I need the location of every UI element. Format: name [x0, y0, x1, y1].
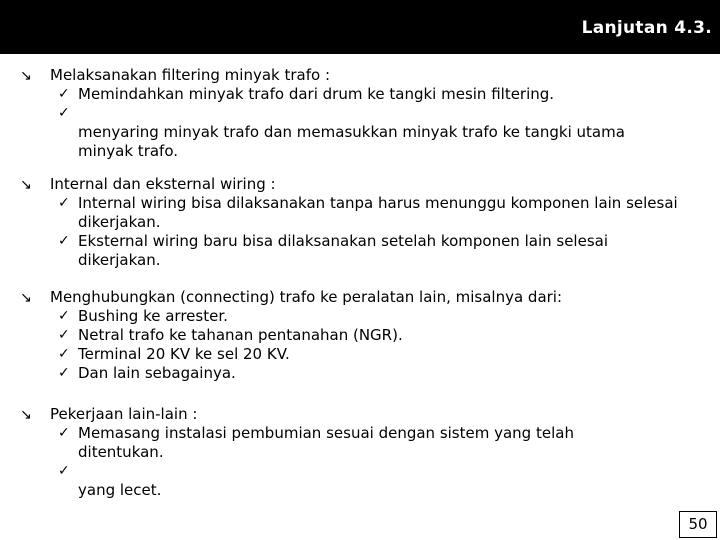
list-item — [50, 462, 720, 481]
check-icon: ✓ — [58, 86, 70, 102]
check-icon: ✓ — [58, 105, 70, 121]
check-icon: ✓ — [58, 346, 70, 362]
list-item-text: Netral trafo ke tahanan pentanahan (NGR). — [78, 326, 403, 344]
list-item — [50, 364, 720, 383]
check-icon: ✓ — [58, 195, 70, 211]
section-heading: Menghubungkan (connecting) trafo ke peralatan lain, misalnya dari: — [50, 288, 563, 306]
section-connecting — [0, 288, 720, 383]
list-item-text: Memasang instalasi pembumian sesuai dengan sistem yang telah ditentukan. — [78, 424, 574, 461]
check-icon: ✓ — [58, 463, 70, 479]
list-item — [50, 345, 720, 364]
list-item-text: Internal wiring bisa dilaksanakan tanpa harus menunggu komponen lain selesai dikerjakan. — [78, 194, 678, 231]
section-filtering — [0, 66, 720, 161]
section-heading: Melaksanakan filtering minyak trafo : — [50, 66, 330, 84]
list-item-text: Eksternal wiring baru bisa dilaksanakan setelah komponen lain selesai dikerjakan. — [78, 232, 608, 269]
slide-content — [0, 66, 720, 514]
list-item-text: Terminal 20 KV ke sel 20 KV. — [78, 345, 290, 363]
section-heading: Internal dan eksternal wiring : — [50, 175, 276, 193]
list-item-text: Dan lain sebagainya. — [78, 364, 236, 382]
list-item — [50, 104, 720, 123]
check-icon: ✓ — [58, 365, 70, 381]
list-item — [50, 85, 720, 104]
arrow-pencil-icon: ↘ — [20, 177, 32, 193]
section-other-work — [0, 405, 720, 500]
list-item-text: Bushing ke arrester. — [78, 307, 228, 325]
arrow-pencil-icon: ↘ — [20, 290, 32, 306]
title-bar — [0, 0, 720, 54]
list-item — [50, 307, 720, 326]
check-icon: ✓ — [58, 327, 70, 343]
check-icon: ✓ — [58, 425, 70, 441]
list-item — [50, 232, 648, 270]
arrow-pencil-icon: ↘ — [20, 407, 32, 423]
list-item-text: menyaring minyak trafo dan memasukkan minyak trafo ke tangki utama minyak trafo. — [78, 123, 625, 160]
list-item-continuation — [50, 123, 658, 161]
section-wiring — [0, 175, 720, 270]
list-item-text: yang lecet. — [78, 481, 162, 499]
arrow-pencil-icon: ↘ — [20, 68, 32, 84]
check-icon: ✓ — [58, 308, 70, 324]
list-item-continuation — [50, 481, 720, 500]
check-icon: ✓ — [58, 233, 70, 249]
page-title: Lanjutan 4.3. — [581, 18, 712, 38]
list-item — [50, 326, 720, 345]
list-item-text: Memindahkan minyak trafo dari drum ke tangki mesin filtering. — [78, 85, 555, 103]
section-heading: Pekerjaan lain-lain : — [50, 405, 198, 423]
page-number: 50 — [679, 511, 717, 538]
list-item — [50, 194, 678, 232]
list-item — [50, 424, 618, 462]
